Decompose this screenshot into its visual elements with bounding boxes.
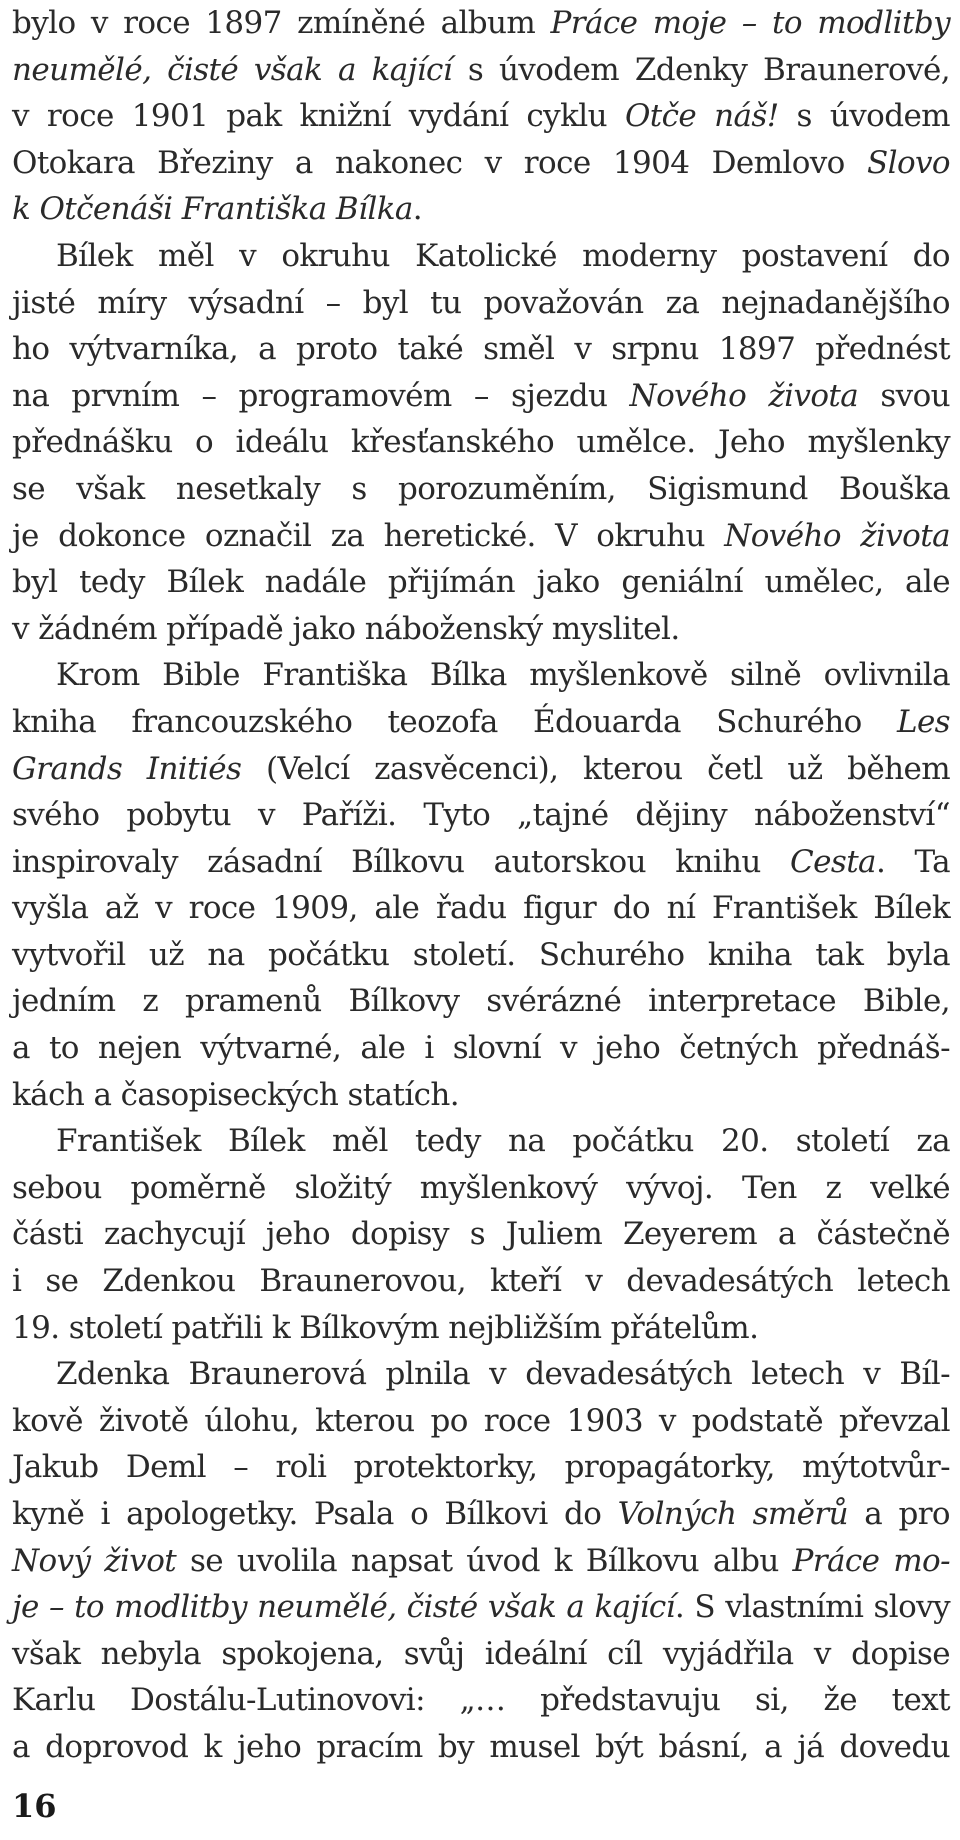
text-line (12, 93, 950, 140)
text-line (12, 1211, 950, 1258)
text-segment: se však nesetkaly s porozuměním, Sigismund Bouška (12, 470, 950, 507)
text-segment: byl tedy Bílek nadále přijímán jako geniální umělec, ale (12, 564, 950, 601)
italic-text: Nového života (724, 517, 950, 554)
text-line (12, 1398, 950, 1445)
text-line (12, 1305, 950, 1352)
text-line (12, 699, 950, 746)
text-line (12, 885, 950, 932)
text-segment: Bílek měl v okruhu Katolické moderny postavení do (56, 237, 950, 274)
text-line (12, 326, 950, 373)
text-segment: svou (858, 377, 950, 414)
paragraph (12, 0, 950, 233)
text-line (12, 606, 950, 653)
text-segment: se uvolila napsat úvod k Bílkovu albu (176, 1542, 793, 1579)
paragraph (12, 1351, 950, 1770)
text-line (12, 1538, 950, 1585)
italic-text: Les (896, 703, 950, 740)
text-segment: Zdenka Braunerová plnila v devadesátých letech v Bíl- (56, 1356, 950, 1393)
italic-text: neumělé, čisté však a kající (12, 51, 453, 88)
text-segment: a pro (848, 1496, 950, 1532)
text-segment: kyně i apologetky. Psala o Bílkovi do (12, 1496, 618, 1532)
text-segment: jisté míry výsadní – byl tu považován za nejnadanějšího (12, 284, 950, 321)
text-line (12, 1118, 950, 1165)
text-segment: Karlu Dostálu-Lutinovovi: „… představuju si, že text (12, 1682, 950, 1719)
text-segment: v roce 1901 pak knižní vydání cyklu (12, 98, 625, 135)
text-segment: je dokonce označil za heretické. V okruhu (12, 517, 725, 554)
text-line (12, 419, 950, 466)
text-segment: kově životě úlohu, kterou po roce 1903 v podstatě převzal (12, 1402, 950, 1439)
text-segment: kách a časopiseckých statích. (12, 1076, 460, 1113)
text-segment: i se Zdenkou Braunerovou, kteří v devadesátých letech (12, 1263, 950, 1300)
text-segment: . (412, 191, 423, 228)
text-line (12, 140, 950, 187)
text-segment: vyšla až v roce 1909, ale řadu figur do ní František Bílek (12, 890, 950, 927)
text-segment: bylo v roce 1897 zmíněné album (12, 5, 551, 41)
text-line (12, 1444, 950, 1491)
paragraph (12, 233, 950, 652)
text-line (12, 233, 950, 280)
text-segment: inspirovaly zásadní Bílkovu autorskou knihu (12, 843, 791, 880)
text-segment: . Ta (875, 843, 951, 880)
text-segment: a doprovod k jeho pracím by musel být básní, a já dovedu (12, 1728, 950, 1765)
text-segment: však nebyla spokojena, svůj ideální cíl vyjádřila v dopise (12, 1635, 950, 1672)
text-line (12, 466, 950, 513)
text-segment: Jakub Deml – roli protektorky, propagátorky, mýtotvůr- (12, 1449, 950, 1486)
italic-text: Grands Initiés (12, 750, 242, 787)
text-line (12, 1258, 950, 1305)
italic-text: Nového života (629, 377, 859, 414)
text-segment: vytvořil už na počátku století. Schurého kniha tak byla (12, 936, 950, 973)
text-segment: části zachycují jeho dopisy s Juliem Zeyerem a částečně (12, 1216, 950, 1253)
text-segment: a to nejen výtvarné, ale i slovní v jeho četných přednáš- (12, 1030, 950, 1067)
text-line (12, 513, 950, 560)
italic-text: Slovo (867, 144, 950, 181)
italic-text: Nový život (12, 1542, 177, 1579)
text-line (12, 839, 950, 886)
paragraph (12, 1118, 950, 1351)
text-segment: . S vlastními slovy (674, 1589, 951, 1626)
text-segment: kniha francouzského teozofa Édouarda Schurého (12, 703, 897, 740)
book-page-text (12, 0, 950, 1771)
italic-text: Práce mo- (792, 1542, 950, 1579)
text-segment: s úvodem (778, 98, 950, 135)
text-line (12, 280, 950, 327)
text-line (12, 932, 950, 979)
text-segment: Krom Bible Františka Bílka myšlenkově silně ovlivnila (56, 657, 950, 694)
text-line (12, 559, 950, 606)
paragraph (12, 652, 950, 1118)
text-line (12, 1072, 950, 1119)
text-line (12, 1351, 950, 1398)
text-line (12, 1165, 950, 1212)
page-number: 16 (12, 1787, 57, 1825)
text-segment: přednášku o ideálu křesťanského umělce. Jeho myšlenky (12, 424, 950, 461)
text-line (12, 47, 950, 94)
text-line (12, 1677, 950, 1724)
text-segment: sebou poměrně složitý myšlenkový vývoj. Ten z velké (12, 1169, 950, 1206)
text-line (12, 1584, 950, 1631)
text-line (12, 1631, 950, 1678)
italic-text: Volných směrů (617, 1496, 849, 1532)
text-segment: Otokara Březiny a nakonec v roce 1904 Demlovo (12, 144, 867, 181)
text-line (12, 978, 950, 1025)
text-line (12, 373, 950, 420)
italic-text: Práce moje – to modlitby (550, 5, 950, 41)
text-segment: František Bílek měl tedy na počátku 20. století za (56, 1123, 950, 1160)
text-segment: 19. století patřili k Bílkovým nejbližším přátelům. (12, 1309, 759, 1346)
text-line (12, 652, 950, 699)
text-segment: s úvodem Zdenky Braunerové, (452, 51, 950, 88)
text-segment: v žádném případě jako náboženský myslitel. (12, 610, 680, 647)
text-segment: ho výtvarníka, a proto také směl v srpnu 1897 přednést (12, 331, 950, 368)
text-segment: (Velcí zasvěcenci), kterou četl už během (241, 750, 950, 787)
text-line (12, 0, 950, 47)
text-segment: na prvním – programovém – sjezdu (12, 377, 630, 414)
text-line (12, 792, 950, 839)
text-segment: svého pobytu v Paříži. Tyto „tajné dějiny náboženství“ (12, 797, 950, 834)
text-line (12, 746, 950, 793)
text-line (12, 1724, 950, 1771)
italic-text: k Otčenáši Františka Bílka (12, 191, 413, 228)
italic-text: Cesta (790, 843, 876, 880)
italic-text: Otče náš! (624, 98, 779, 135)
text-line (12, 1491, 950, 1538)
text-segment: jedním z pramenů Bílkovy svérázné interpretace Bible, (12, 983, 950, 1020)
italic-text: je – to modlitby neumělé, čisté však a kající (12, 1589, 675, 1626)
text-line (12, 1025, 950, 1072)
text-line (12, 186, 950, 233)
